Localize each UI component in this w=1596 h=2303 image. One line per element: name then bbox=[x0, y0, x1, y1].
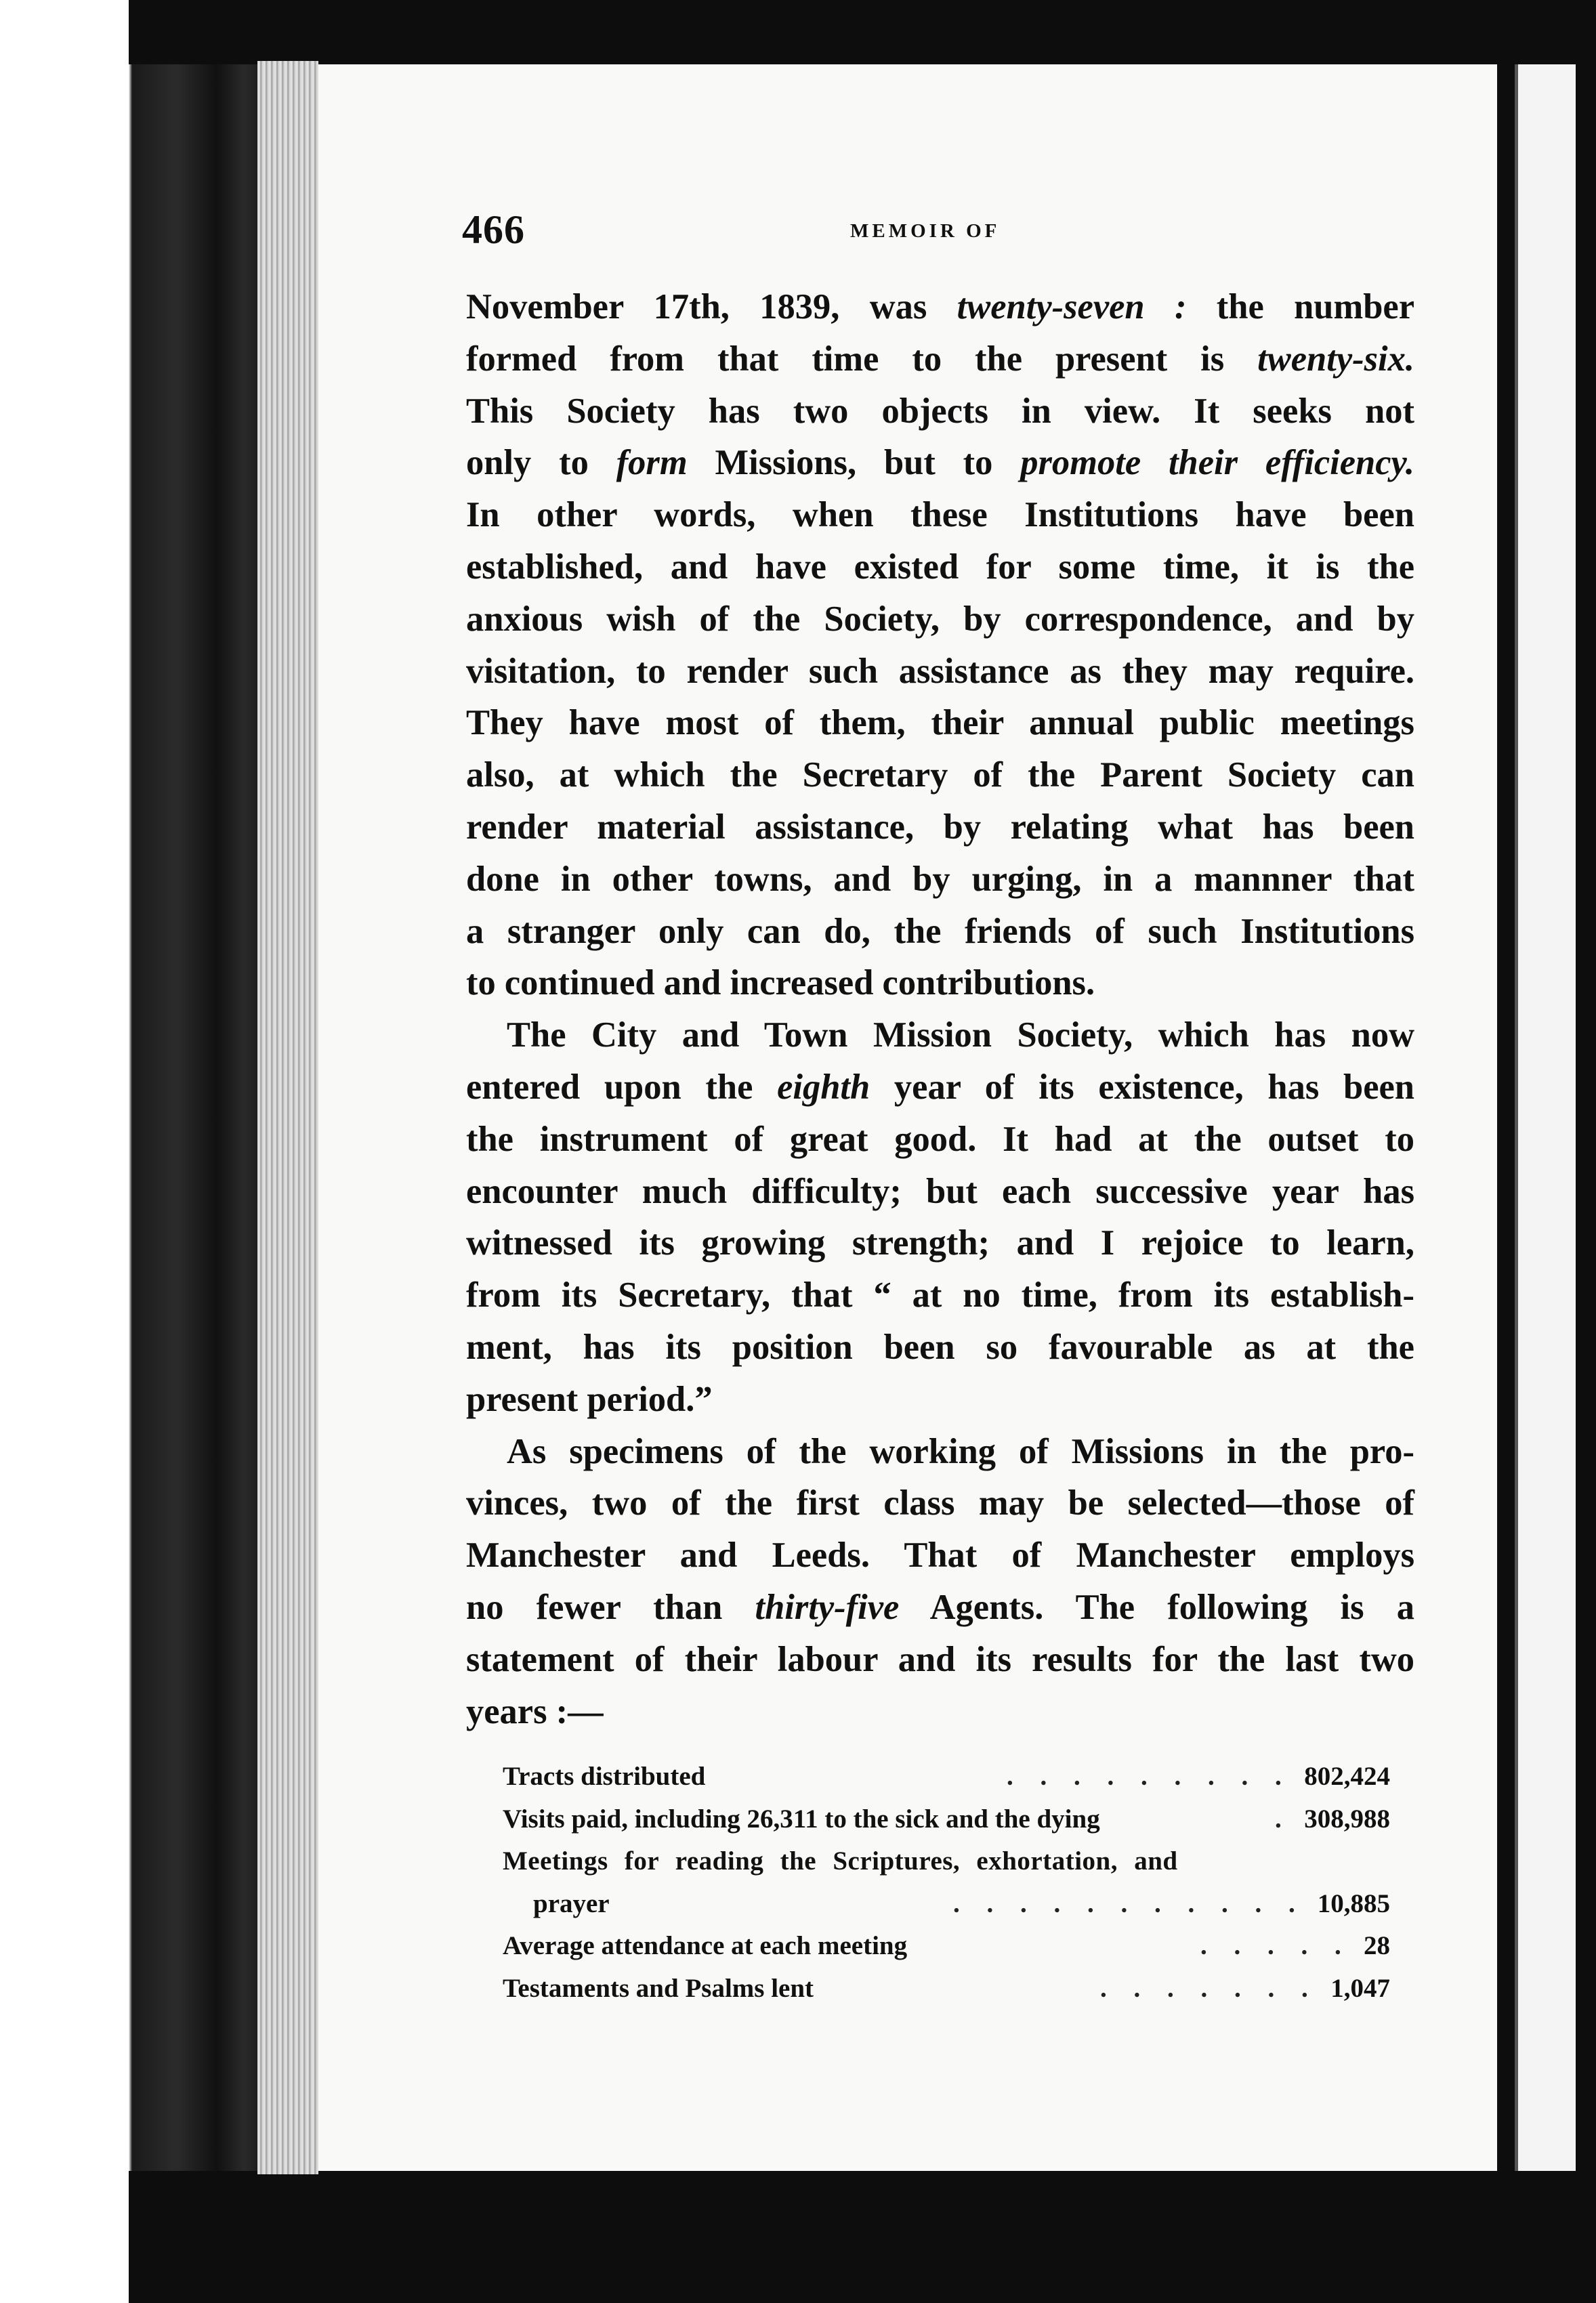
page-header bbox=[462, 207, 1424, 261]
text-line bbox=[466, 1269, 1414, 1322]
text-line bbox=[466, 1582, 1414, 1634]
text-line bbox=[466, 1009, 1414, 1061]
text-segment: Manchester and Leeds. That of Manchester employs bbox=[466, 1536, 1414, 1576]
text-line bbox=[466, 489, 1414, 541]
text-segment: present period.” bbox=[466, 1379, 713, 1419]
text-line bbox=[466, 541, 1414, 593]
text-segment: the number bbox=[1186, 287, 1415, 326]
statistics-label: Visits paid, including 26,311 to the sick and the dying bbox=[503, 1804, 1100, 1834]
dot-leader: . bbox=[1275, 1804, 1292, 1834]
text-line bbox=[466, 957, 1414, 1009]
text-line bbox=[466, 593, 1414, 646]
dot-leader: . . . . . bbox=[1200, 1931, 1351, 1960]
text-line bbox=[466, 1374, 1414, 1426]
statistics-value: 28 bbox=[1364, 1931, 1390, 1960]
text-line bbox=[466, 853, 1414, 906]
italic-text: twenty-six. bbox=[1257, 339, 1414, 379]
text-line bbox=[466, 1529, 1414, 1582]
text-segment: also, at which the Secretary of the Parent Society can bbox=[466, 755, 1414, 795]
text-segment: entered upon the bbox=[466, 1067, 778, 1107]
statistics-row bbox=[503, 1840, 1390, 1883]
statistics-value: 10,885 bbox=[1317, 1888, 1390, 1918]
italic-text: thirty-five bbox=[755, 1587, 900, 1627]
statistics-value: 802,424 bbox=[1304, 1762, 1390, 1791]
text-line bbox=[466, 1217, 1414, 1269]
dot-leader: . . . . . . . . . . . bbox=[953, 1888, 1305, 1918]
text-segment: visitation, to render such assistance as they may require. bbox=[466, 651, 1414, 691]
text-segment: to continued and increased contributions. bbox=[466, 963, 1095, 1003]
text-line bbox=[466, 333, 1414, 385]
text-line bbox=[466, 1686, 1414, 1738]
text-segment: Agents. The following is a bbox=[899, 1587, 1414, 1627]
body-text bbox=[466, 281, 1414, 1737]
text-segment: from its Secretary, that “ at no time, from its establish- bbox=[466, 1275, 1414, 1315]
statistics-label: prayer bbox=[533, 1888, 610, 1918]
text-line bbox=[466, 437, 1414, 489]
dot-leader: . . . . . . . . . bbox=[1007, 1762, 1292, 1791]
text-line bbox=[466, 1114, 1414, 1166]
text-segment: render material assistance, by relating what has been bbox=[466, 807, 1414, 847]
text-line bbox=[466, 1634, 1414, 1686]
italic-text: promote their efficiency. bbox=[1020, 443, 1414, 483]
text-segment: This Society has two objects in view. It seeks not bbox=[466, 391, 1414, 431]
statistics-row bbox=[503, 1968, 1390, 2010]
text-segment: a stranger only can do, the friends of such Institutions bbox=[466, 911, 1414, 951]
text-line bbox=[466, 749, 1414, 801]
book-page-edges bbox=[257, 61, 318, 2174]
statistics-row bbox=[503, 1756, 1390, 1798]
text-segment: November 17th, 1839, was bbox=[466, 287, 957, 326]
scan-background-top bbox=[129, 0, 1596, 64]
text-segment: vinces, two of the first class may be selected—those of bbox=[466, 1483, 1414, 1523]
text-line bbox=[466, 906, 1414, 958]
facing-page-edge bbox=[1515, 64, 1576, 2171]
text-segment: formed from that time to the present is bbox=[466, 339, 1258, 379]
text-segment: As specimens of the working of Missions in the pro- bbox=[507, 1431, 1414, 1471]
italic-text: twenty-seven : bbox=[957, 287, 1187, 326]
statistics-row bbox=[503, 1925, 1390, 1968]
text-line bbox=[466, 385, 1414, 438]
statistics-label: Testaments and Psalms lent bbox=[503, 1973, 814, 2003]
running-head: MEMOIR OF bbox=[850, 220, 1001, 242]
statistics-label: Tracts distributed bbox=[503, 1762, 706, 1791]
text-line bbox=[466, 697, 1414, 749]
text-segment: ment, has its position been so favourable as at the bbox=[466, 1327, 1414, 1367]
text-line bbox=[466, 1426, 1414, 1478]
text-segment: Missions, but to bbox=[687, 443, 1021, 483]
text-segment: witnessed its growing strength; and I rejoice to learn, bbox=[466, 1223, 1414, 1263]
italic-text: form bbox=[616, 443, 688, 483]
text-segment: year of its existence, has been bbox=[870, 1067, 1414, 1107]
text-segment: encounter much difficulty; but each successive year has bbox=[466, 1171, 1414, 1211]
statistics-table bbox=[503, 1756, 1390, 2010]
text-line bbox=[466, 1477, 1414, 1529]
text-segment: The City and Town Mission Society, which has now bbox=[507, 1015, 1414, 1055]
text-segment: statement of their labour and its results for the last two bbox=[466, 1639, 1414, 1679]
text-line bbox=[466, 281, 1414, 333]
text-line bbox=[466, 1322, 1414, 1374]
statistics-label: Average attendance at each meeting bbox=[503, 1931, 908, 1960]
page-number: 466 bbox=[462, 207, 525, 252]
statistics-row bbox=[503, 1798, 1390, 1841]
text-line bbox=[466, 646, 1414, 698]
text-segment: In other words, when these Institutions have been bbox=[466, 495, 1414, 535]
text-segment: only to bbox=[466, 443, 616, 483]
text-segment: the instrument of great good. It had at the outset to bbox=[466, 1119, 1414, 1159]
text-segment: years :— bbox=[466, 1691, 604, 1731]
scan-background-bottom bbox=[129, 2171, 1596, 2303]
text-line bbox=[466, 1061, 1414, 1114]
text-segment: done in other towns, and by urging, in a mannner that bbox=[466, 859, 1414, 899]
text-line bbox=[466, 1166, 1414, 1218]
text-segment: no fewer than bbox=[466, 1587, 755, 1627]
dot-leader: . . . . . . . bbox=[1100, 1973, 1318, 2003]
statistics-value: 1,047 bbox=[1330, 1973, 1390, 2003]
text-line bbox=[466, 801, 1414, 853]
statistics-value: 308,988 bbox=[1304, 1804, 1390, 1834]
text-segment: anxious wish of the Society, by correspondence, and by bbox=[466, 599, 1414, 639]
text-segment: established, and have existed for some time, it is the bbox=[466, 547, 1414, 587]
statistics-label: Meetings for reading the Scriptures, exhortation, and bbox=[503, 1846, 1178, 1876]
text-segment: They have most of them, their annual public meetings bbox=[466, 703, 1414, 743]
statistics-row bbox=[503, 1883, 1390, 1926]
italic-text: eighth bbox=[777, 1067, 870, 1107]
